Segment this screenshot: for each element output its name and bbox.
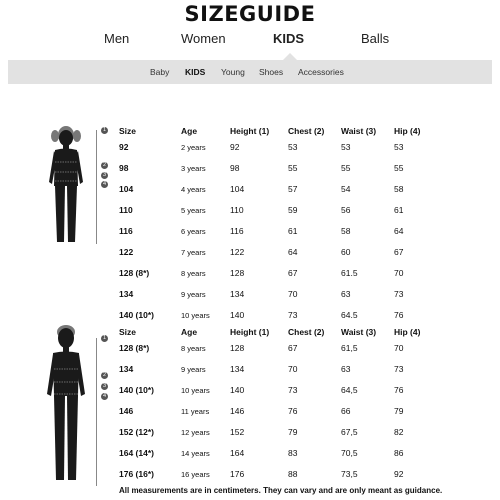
cell-height: 92 xyxy=(230,142,240,152)
cell-chest: 73 xyxy=(288,310,298,320)
subnav-item-young[interactable]: Young xyxy=(221,67,245,77)
cell-age: 8 years xyxy=(181,344,206,353)
cell-hip: 64 xyxy=(394,226,404,236)
cell-age: 8 years xyxy=(181,269,206,278)
cell-age: 7 years xyxy=(181,248,206,257)
cell-chest: 88 xyxy=(288,469,298,479)
cell-chest: 76 xyxy=(288,406,298,416)
cell-height: 98 xyxy=(230,163,240,173)
girl-silhouette xyxy=(40,124,92,248)
subnav-item-shoes[interactable]: Shoes xyxy=(259,67,284,77)
cell-waist: 64.5 xyxy=(341,310,358,320)
cell-height: 152 xyxy=(230,427,245,437)
cell-hip: 61 xyxy=(394,205,404,215)
height-bracket-girls xyxy=(96,130,97,244)
nav-tab-balls[interactable]: Balls xyxy=(361,31,390,46)
column-header-chest: Chest (2) xyxy=(288,327,325,337)
cell-hip: 53 xyxy=(394,142,404,152)
cell-age: 3 years xyxy=(181,164,206,173)
cell-waist: 55 xyxy=(341,163,351,173)
cell-hip: 67 xyxy=(394,247,404,257)
cell-age: 9 years xyxy=(181,290,206,299)
cell-size: 104 xyxy=(119,184,134,194)
cell-height: 110 xyxy=(230,205,244,215)
column-header-chest: Chest (2) xyxy=(288,126,325,136)
cell-waist: 64,5 xyxy=(341,385,358,395)
cell-hip: 82 xyxy=(394,427,404,437)
marker-chest: 2 xyxy=(102,162,107,168)
height-bracket-boys xyxy=(96,338,97,486)
page-title: SIZEGUIDE xyxy=(184,2,316,26)
cell-hip: 73 xyxy=(394,364,404,374)
cell-chest: 57 xyxy=(288,184,298,194)
nav-tab-men[interactable]: Men xyxy=(104,31,130,46)
cell-age: 10 years xyxy=(181,386,210,395)
column-header-height: Height (1) xyxy=(230,327,270,337)
cell-hip: 58 xyxy=(394,184,404,194)
cell-age: 2 years xyxy=(181,143,206,152)
cell-waist: 63 xyxy=(341,364,351,374)
cell-height: 116 xyxy=(230,226,244,236)
cell-size: 92 xyxy=(119,142,129,152)
cell-chest: 64 xyxy=(288,247,298,257)
marker-waist: 3 xyxy=(102,383,107,389)
cell-hip: 76 xyxy=(394,385,404,395)
marker-hip: 4 xyxy=(102,181,107,187)
cell-size: 140 (10*) xyxy=(119,310,154,320)
cell-chest: 70 xyxy=(288,289,298,299)
cell-chest: 61 xyxy=(288,226,298,236)
cell-waist: 63 xyxy=(341,289,351,299)
cell-height: 128 xyxy=(230,343,245,353)
cell-size: 128 (8*) xyxy=(119,343,150,353)
cell-chest: 83 xyxy=(288,448,298,458)
cell-waist: 70,5 xyxy=(341,448,358,458)
marker-height: 1 xyxy=(102,335,107,341)
cell-waist: 67,5 xyxy=(341,427,358,437)
cell-height: 134 xyxy=(230,364,245,374)
cell-size: 98 xyxy=(119,163,129,173)
cell-age: 5 years xyxy=(181,206,206,215)
marker-waist: 3 xyxy=(102,172,107,178)
cell-chest: 53 xyxy=(288,142,298,152)
column-header-age: Age xyxy=(181,327,198,337)
cell-age: 14 years xyxy=(181,449,210,458)
cell-size: 110 xyxy=(119,205,133,215)
cell-age: 10 years xyxy=(181,311,210,320)
cell-height: 128 xyxy=(230,268,245,278)
cell-waist: 66 xyxy=(341,406,351,416)
cell-waist: 61,5 xyxy=(341,343,358,353)
cell-size: 140 (10*) xyxy=(119,385,154,395)
cell-height: 140 xyxy=(230,385,245,395)
cell-size: 116 xyxy=(119,226,133,236)
cell-waist: 60 xyxy=(341,247,351,257)
cell-height: 134 xyxy=(230,289,245,299)
cell-chest: 67 xyxy=(288,268,298,278)
cell-age: 9 years xyxy=(181,365,206,374)
cell-size: 134 xyxy=(119,289,134,299)
cell-hip: 86 xyxy=(394,448,404,458)
cell-hip: 73 xyxy=(394,289,404,299)
cell-age: 4 years xyxy=(181,185,206,194)
cell-age: 12 years xyxy=(181,428,210,437)
cell-size: 164 (14*) xyxy=(119,448,154,458)
column-header-hip: Hip (4) xyxy=(394,327,421,337)
cell-chest: 70 xyxy=(288,364,298,374)
column-header-height: Height (1) xyxy=(230,126,270,136)
cell-hip: 70 xyxy=(394,268,404,278)
marker-chest: 2 xyxy=(102,372,107,378)
cell-chest: 79 xyxy=(288,427,298,437)
cell-chest: 55 xyxy=(288,163,298,173)
cell-age: 6 years xyxy=(181,227,206,236)
cell-height: 146 xyxy=(230,406,245,416)
cell-hip: 55 xyxy=(394,163,404,173)
cell-waist: 54 xyxy=(341,184,351,194)
cell-age: 16 years xyxy=(181,470,210,479)
cell-size: 152 (12*) xyxy=(119,427,154,437)
cell-height: 140 xyxy=(230,310,245,320)
cell-size: 134 xyxy=(119,364,134,374)
marker-hip: 4 xyxy=(102,393,107,399)
marker-height: 1 xyxy=(102,127,107,133)
cell-hip: 76 xyxy=(394,310,404,320)
cell-size: 146 xyxy=(119,406,134,416)
cell-waist: 56 xyxy=(341,205,351,215)
cell-waist: 53 xyxy=(341,142,351,152)
cell-chest: 59 xyxy=(288,205,298,215)
column-header-waist: Waist (3) xyxy=(341,126,377,136)
column-header-age: Age xyxy=(181,126,198,136)
column-header-size: Size xyxy=(119,327,137,337)
cell-waist: 58 xyxy=(341,226,351,236)
subnav-item-baby[interactable]: Baby xyxy=(150,67,170,77)
cell-height: 176 xyxy=(230,469,245,479)
cell-height: 122 xyxy=(230,247,245,257)
cell-chest: 73 xyxy=(288,385,298,395)
footnote: All measurements are in centimeters. They can vary and are only meant as guidance. xyxy=(119,486,443,495)
cell-waist: 61.5 xyxy=(341,268,358,278)
subnav-item-accessories[interactable]: Accessories xyxy=(298,67,344,77)
cell-hip: 92 xyxy=(394,469,404,479)
cell-height: 104 xyxy=(230,184,245,194)
cell-size: 128 (8*) xyxy=(119,268,150,278)
boy-silhouette xyxy=(40,324,92,486)
cell-hip: 79 xyxy=(394,406,404,416)
cell-hip: 70 xyxy=(394,343,404,353)
nav-tab-kids[interactable]: KIDS xyxy=(273,31,305,46)
subnav-bar xyxy=(8,60,492,84)
subnav-item-kids[interactable]: KIDS xyxy=(185,67,206,77)
column-header-hip: Hip (4) xyxy=(394,126,421,136)
cell-age: 11 years xyxy=(181,407,210,416)
cell-size: 176 (16*) xyxy=(119,469,154,479)
cell-waist: 73,5 xyxy=(341,469,358,479)
cell-size: 122 xyxy=(119,247,134,257)
cell-chest: 67 xyxy=(288,343,298,353)
column-header-size: Size xyxy=(119,126,137,136)
nav-tab-women[interactable]: Women xyxy=(181,31,226,46)
column-header-waist: Waist (3) xyxy=(341,327,377,337)
cell-height: 164 xyxy=(230,448,245,458)
